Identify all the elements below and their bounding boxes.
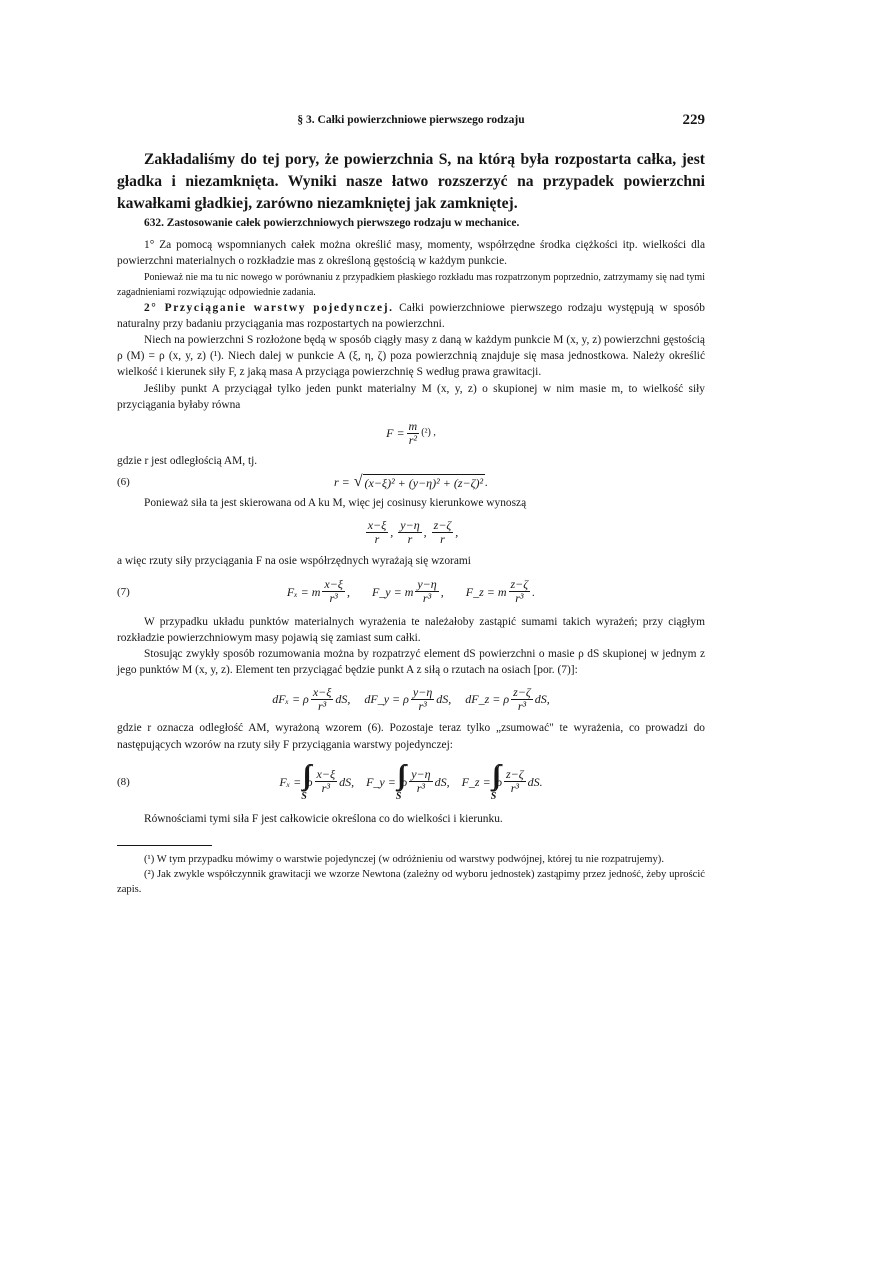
footnotes: [117, 852, 705, 897]
dF-z-num: z−ζ: [513, 684, 531, 699]
cos-z-den: r: [440, 531, 445, 546]
eq8-fz-den: r³: [510, 781, 519, 796]
cos-sep-1: ,: [390, 525, 394, 540]
eq8-fx-den: r³: [321, 781, 330, 796]
paragraph-1: 1° Za pomocą wspomnianych całek można określić masy, momenty, współrzędne środka ciężkości itp. wielkości dla powierzchni materialnych o rozkładzie mas z określoną gęstością w każdym punkcie.: [117, 239, 705, 268]
eq-force-fraction: [407, 420, 420, 447]
paragraph-10: gdzie r oznacza odległość AM, wyrażoną wzorem (6). Pozostaje teraz tylko „zsumować" te wyrażenia, co prowadzi do następujących wzorów na rzuty siły F przyciągania warstwy pojedynczej:: [117, 722, 705, 751]
eq7-fx: Fₓ = m: [286, 584, 321, 599]
paragraph-2: [117, 300, 705, 332]
eq8-fz-rho: ρ: [496, 774, 503, 789]
dF-z: dF_z = ρ: [465, 692, 510, 707]
page: [117, 112, 705, 897]
eq8-fz-sub: S: [490, 790, 497, 802]
eq8-fz-frac: [504, 768, 526, 795]
equation-6: (6) r = √ (x−ξ)² + (y−η)² + (z−ζ)² .: [117, 473, 489, 491]
paragraph-11: Równościami tymi siła F jest całkowicie określona co do wielkości i kierunku.: [144, 812, 503, 825]
eq7-end: .: [532, 584, 536, 599]
eq7-sep-2: ,: [440, 584, 444, 599]
dF-x: dFₓ = ρ: [272, 692, 309, 707]
eq-force-den: r²: [408, 432, 418, 447]
section-632: [117, 215, 705, 827]
paragraph-5: gdzie r jest odległością AM, tj.: [117, 455, 258, 468]
eq7-fz: F_z = m: [465, 584, 507, 599]
header-title: § 3. Całki powierzchniowe pierwszego rodzaju: [297, 114, 525, 126]
eq7-fy-den: r³: [422, 591, 432, 606]
footnote-2: (²) Jak zwykle współczynnik grawitacji we wzorze Newtona (zależny od wyboru jednostek) zastąpimy przez jedność, żeby uprościć zapis.: [117, 869, 705, 896]
eq7-label: (7): [117, 585, 130, 598]
running-header: [117, 112, 705, 132]
equation-dF: [117, 678, 705, 720]
dF-z-frac: [511, 686, 533, 713]
eq7-fx-num: x−ξ: [324, 577, 343, 592]
eq8-fz-tail: dS.: [527, 774, 543, 789]
eq8-fy-frac: [409, 768, 432, 795]
eq7-fz-den: r³: [515, 591, 524, 606]
cos-x: [366, 519, 389, 546]
eq8-fx-tail: dS,: [339, 774, 355, 789]
eq7-fy: F_y = m: [371, 584, 414, 599]
eq-force-lhs: F =: [386, 425, 405, 440]
paragraph-1-small: Ponieważ nie ma tu nic nowego w porównaniu z przypadkiem płaskiego rozkładu mas rozpatrzonym poprzednio, zatrzymamy się nad tymi zagadnieniami rozwiązując odpowiednie zadania.: [117, 271, 705, 298]
eq7-fx-frac: [322, 578, 345, 605]
equation-force: [117, 413, 705, 453]
equation-7: [117, 570, 705, 614]
cos-z: [432, 519, 454, 546]
footnote-1: (¹) W tym przypadku mówimy o warstwie pojedynczej (w odróżnieniu od warstwy podwójnej, której tu nie rozpatrujemy).: [144, 854, 664, 866]
dF-x-den: r³: [317, 698, 327, 713]
dF-x-tail: dS,: [335, 692, 351, 707]
eq8-fy: F_y =: [366, 774, 396, 789]
eq8-fx-sub: S: [301, 790, 307, 802]
paragraph-9: Stosując zwykły sposób rozumowania można by rozpatrzyć element dS powierzchni o masie ρ dS skupionej w jednym z jego punktów M (x, y, z). Element ten przyciągać będzie punkt A z siłą o rzutach na osiach [por. (7)]:: [117, 648, 705, 677]
cos-y-num: y−η: [400, 517, 420, 532]
paragraph-8: W przypadku układu punktów materialnych wyrażenia te należałoby zastąpić sumami takich wyrażeń; przy ciągłym rozkładzie powierzchniowym masy pojawią się zamiast sum całki.: [117, 615, 705, 644]
paragraph-2-spaced: 2° Przyciąganie warstwy pojedynczej.: [144, 301, 394, 314]
dF-y-den: r³: [418, 698, 427, 713]
paragraph-2-rest: Całki powierzchniowe pierwszego rodzaju występują w sposób naturalny przy badaniu przyciągania mas rozpostartych na powierzchni.: [117, 301, 705, 330]
dF-y-tail: dS,: [436, 692, 452, 707]
paragraph-3: Niech na powierzchni S rozłożone będą w sposób ciągły masy z daną w każdym punkcie M (x, y, z) powierzchni gęstością ρ (M) = ρ (x, y, z) (¹). Niech dalej w punkcie A (ξ, η, ζ) poza powierzchnią znajduje się masa jednostkowa. Należy określić wielkość i kierunek siły F, z jaką masa A przyciąga powierzchnię S według prawa grawitacji.: [117, 334, 705, 379]
eq8-fy-tail: dS,: [434, 774, 450, 789]
eq8-fx-rho: ρ: [306, 774, 313, 789]
intro-paragraph: [117, 149, 705, 215]
eq8-fy-sub: S: [395, 790, 402, 802]
dF-y: dF_y = ρ: [364, 692, 409, 707]
cos-x-den: r: [374, 531, 380, 546]
double-integral-icon: ∫∫: [491, 759, 496, 791]
eq6-end: .: [485, 475, 489, 490]
eq8-fz: F_z =: [461, 774, 491, 789]
cos-x-num: x−ξ: [367, 517, 387, 532]
cos-z-num: z−ζ: [433, 517, 452, 532]
section-heading: 632. Zastosowanie całek powierzchniowych pierwszego rodzaju w mechanice.: [144, 217, 520, 229]
page-number: 229: [682, 112, 705, 128]
eq6-label: (6): [117, 476, 130, 489]
dF-z-den: r³: [517, 698, 527, 713]
dF-x-frac: [311, 686, 334, 713]
eq8-fy-rho: ρ: [401, 774, 408, 789]
cos-y: [398, 519, 421, 546]
cos-end: ,: [455, 525, 459, 540]
eq6-radicand: (x−ξ)² + (y−η)² + (z−ζ)²: [364, 475, 484, 490]
footnote-divider: [117, 845, 212, 846]
dF-y-num: y−η: [412, 684, 433, 699]
eq8-label: (8): [117, 775, 130, 788]
dF-y-frac: [411, 686, 434, 713]
eq8-fz-num: z−ζ: [506, 767, 524, 782]
paragraph-7: a więc rzuty siły przyciągania F na osie współrzędnych wyrażają się wzorami: [117, 555, 471, 568]
eq8-fy-num: y−η: [411, 767, 431, 782]
eq8-fx-num: x−ξ: [316, 767, 336, 782]
eq8-fx-frac: [315, 768, 338, 795]
cos-sep-2: ,: [423, 525, 427, 540]
eq7-fz-frac: [509, 578, 531, 605]
paragraph-6: Ponieważ siła ta jest skierowana od A ku M, więc jej cosinusy kierunkowe wynoszą: [144, 497, 527, 510]
dF-z-tail: dS,: [534, 692, 550, 707]
eq7-fy-num: y−η: [417, 577, 437, 592]
eq6-lhs: r =: [333, 475, 350, 490]
intro-text: Zakładaliśmy do tej pory, że powierzchnia S, na którą była rozpostarta całka, jest gładka i niezamknięta. Wyniki nasze łatwo rozszerzyć na przypadek powierzchni kawałkami gładkiej, zarówno niezamkniętej jak zamkniętej.: [117, 151, 705, 212]
paragraph-4: Jeśliby punkt A przyciągał tylko jeden punkt materialny M (x, y, z) o skupionej w nim masie m, to wielkość siły przyciągania byłaby równa: [117, 382, 705, 411]
equation-cosines: [117, 511, 705, 553]
eq-force-num: m: [408, 418, 418, 433]
eq7-fx-den: r³: [329, 591, 338, 606]
double-integral-icon: ∫∫: [396, 759, 401, 791]
eq7-fz-num: z−ζ: [510, 577, 529, 592]
eq7-fy-frac: [415, 578, 438, 605]
eq8-fy-den: r³: [416, 781, 426, 796]
equation-8: [117, 753, 705, 811]
cos-y-den: r: [407, 531, 413, 546]
dF-x-num: x−ξ: [312, 684, 332, 699]
eq-force-note: (²) ,: [421, 426, 436, 438]
eq7-sep-1: ,: [346, 584, 350, 599]
eq8-fx: Fₓ =: [279, 774, 302, 789]
double-integral-icon: ∫∫: [302, 759, 306, 791]
